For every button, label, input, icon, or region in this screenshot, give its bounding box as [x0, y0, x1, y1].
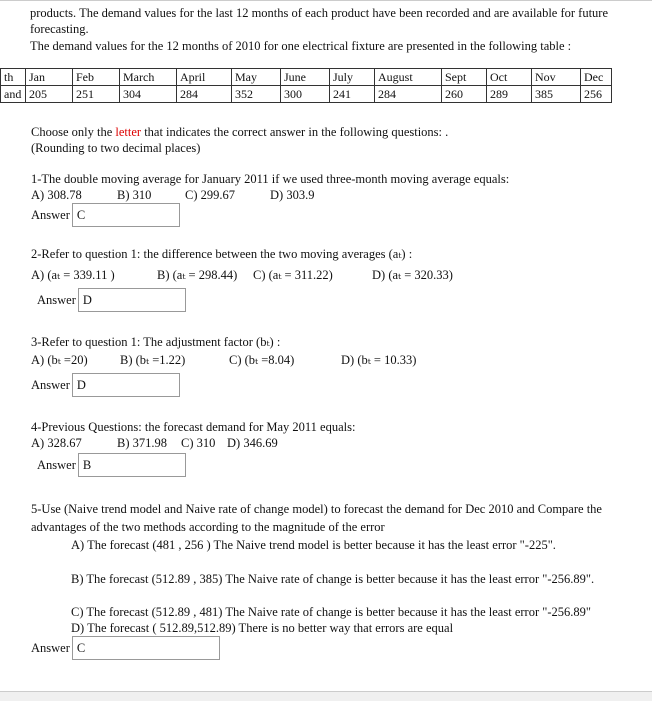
q4-option-c: C) 310: [181, 436, 216, 450]
q2-option-c: C) (aₜ = 311.22): [253, 268, 333, 282]
table-row-values: [1, 86, 612, 103]
demand-table: [0, 68, 612, 103]
instructions-post: that indicates the correct answer in the following questions: .: [141, 125, 449, 139]
instructions-line-1: [31, 125, 448, 140]
demand-value: 289: [487, 86, 532, 103]
demand-value: 251: [73, 86, 120, 103]
q2-option-b: B) (aₜ = 298.44): [157, 268, 238, 282]
q4-option-b: B) 371.98: [117, 436, 167, 450]
demand-value: 352: [232, 86, 281, 103]
month-header: July: [330, 69, 375, 86]
q5-answer: [31, 636, 220, 660]
question-5-stem-line-1: 5-Use (Naive trend model and Naive rate of change model) to forecast the demand for Dec 2010 and Compare the: [31, 502, 602, 516]
question-1-stem: 1-The double moving average for January 2011 if we used three-month moving average equals:: [31, 172, 510, 186]
table-row-months: [1, 69, 612, 86]
answer-label: Answer: [37, 457, 76, 472]
q2-answer-input[interactable]: D: [78, 288, 186, 312]
intro-line-3: The demand values for the 12 months of 2010 for one electrical fixture are presented in the following table :: [30, 39, 572, 53]
q1-option-c: C) 299.67: [185, 188, 235, 202]
month-header: May: [232, 69, 281, 86]
intro-line-1: products. The demand values for the last 12 months of each product have been recorded and are available for future: [30, 6, 609, 20]
q4-answer-input[interactable]: B: [78, 453, 186, 477]
month-header: Jan: [26, 69, 73, 86]
month-header: August: [375, 69, 442, 86]
q4-answer: [37, 453, 186, 477]
q1-answer: [31, 203, 180, 227]
month-header: Nov: [532, 69, 581, 86]
q3-answer-input[interactable]: D: [72, 373, 180, 397]
month-header: March: [120, 69, 177, 86]
q3-option-a: A) (bₜ =20): [31, 353, 88, 367]
demand-value: 260: [442, 86, 487, 103]
question-3-stem: 3-Refer to question 1: The adjustment factor (bₜ) :: [31, 335, 281, 349]
q2-option-a: A) (aₜ = 339.11 ): [31, 268, 115, 282]
q5-option-a: A) The forecast (481 , 256 ) The Naive trend model is better because it has the least error "-225".: [71, 538, 556, 552]
q5-answer-input[interactable]: C: [72, 636, 220, 660]
q1-option-b: B) 310: [117, 188, 152, 202]
month-header: Sept: [442, 69, 487, 86]
answer-label: Answer: [31, 377, 70, 392]
row-label: and: [1, 86, 26, 103]
month-header: Oct: [487, 69, 532, 86]
demand-value: 205: [26, 86, 73, 103]
q1-option-d: D) 303.9: [270, 188, 315, 202]
month-header: April: [177, 69, 232, 86]
question-2-stem: 2-Refer to question 1: the difference between the two moving averages (aₜ) :: [31, 247, 413, 261]
q2-answer: [37, 288, 186, 312]
demand-value: 304: [120, 86, 177, 103]
instructions-pre: Choose only the: [31, 125, 116, 139]
row-label: th: [1, 69, 26, 86]
q3-option-c: C) (bₜ =8.04): [229, 353, 295, 367]
demand-value: 284: [177, 86, 232, 103]
q3-option-b: B) (bₜ =1.22): [120, 353, 186, 367]
demand-value: 284: [375, 86, 442, 103]
q4-option-d: D) 346.69: [227, 436, 278, 450]
month-header: Dec: [581, 69, 612, 86]
q5-option-b: B) The forecast (512.89 , 385) The Naive rate of change is better because it has the least error "-256.89".: [71, 572, 595, 586]
intro-line-2: forecasting.: [30, 22, 89, 36]
q2-option-d: D) (aₜ = 320.33): [372, 268, 453, 282]
q4-option-a: A) 328.67: [31, 436, 82, 450]
demand-value: 241: [330, 86, 375, 103]
q1-answer-input[interactable]: C: [72, 203, 180, 227]
answer-label: Answer: [31, 640, 70, 655]
instructions-highlight: letter: [115, 125, 142, 139]
month-header: Feb: [73, 69, 120, 86]
question-5-stem-line-2: advantages of the two methods according to the magnitude of the error: [31, 520, 385, 534]
answer-label: Answer: [31, 207, 70, 222]
q5-option-d: D) The forecast ( 512.89,512.89) There is no better way that errors are equal: [71, 621, 454, 635]
q3-answer: [31, 373, 180, 397]
top-border: [0, 0, 652, 1]
instructions-line-2: (Rounding to two decimal places): [31, 141, 201, 155]
demand-value: 256: [581, 86, 612, 103]
question-4-stem: 4-Previous Questions: the forecast demand for May 2011 equals:: [31, 420, 356, 434]
month-header: June: [281, 69, 330, 86]
answer-label: Answer: [37, 292, 76, 307]
q1-option-a: A) 308.78: [31, 188, 82, 202]
demand-value: 300: [281, 86, 330, 103]
demand-value: 385: [532, 86, 581, 103]
q5-option-c: C) The forecast (512.89 , 481) The Naive rate of change is better because it has the least error "-256.89": [71, 605, 591, 619]
q3-option-d: D) (bₜ = 10.33): [341, 353, 417, 367]
